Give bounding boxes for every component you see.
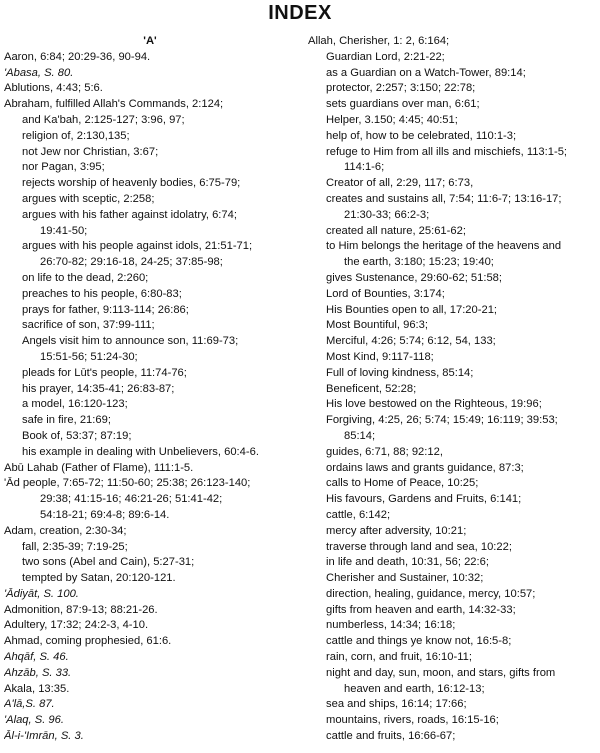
index-entry-line: Adam, creation, 2:30-34;	[4, 524, 127, 537]
index-entry-line: created all nature, 25:61-62;	[326, 224, 466, 237]
index-entry-line: help of, how to be celebrated, 110:1-3;	[326, 129, 517, 142]
index-entry-line: pleads for Lūt's people, 11:74-76;	[22, 366, 187, 379]
index-entry-line: Āl-i-'Imrān, S. 3.	[4, 730, 84, 743]
index-entry-line: Most Kind, 9:117-118;	[326, 350, 434, 363]
index-entry-line: 'Abasa, S. 80.	[4, 66, 74, 79]
index-entry-line: Full of loving kindness, 85:14;	[326, 366, 474, 379]
index-entry-line: night and day, sun, moon, and stars, gifts from	[326, 666, 556, 679]
index-entry-line: rain, corn, and fruit, 16:10-11;	[326, 651, 472, 664]
index-entry-line: Beneficent, 52:28;	[326, 382, 417, 395]
index-entry-line: creates and sustains all, 7:54; 11:6-7; 13:16-17;	[326, 192, 562, 205]
index-entry-line: not Jew nor Christian, 3:67;	[22, 145, 159, 158]
index-entry-line: 54:18-21; 69:4-8; 89:6-14.	[40, 508, 170, 521]
index-entry-line: Allah, Cherisher, 1: 2, 6:164;	[308, 35, 450, 47]
index-entry-line: Abraham, fulfilled Allah's Commands, 2:124;	[4, 98, 224, 111]
index-column-right	[308, 34, 598, 745]
index-entry-line: his prayer, 14:35-41; 26:83-87;	[22, 382, 175, 395]
index-entry-line: as a Guardian on a Watch-Tower, 89:14;	[326, 66, 526, 79]
index-entry-line: sea and ships, 16:14; 17:66;	[326, 698, 467, 711]
index-entry-line: religion of, 2:130,135;	[22, 129, 130, 142]
index-entry-line: on life to the dead, 2:260;	[22, 271, 149, 284]
index-entry-line: prays for father, 9:113-114; 26:86;	[22, 303, 189, 316]
index-entry-line: argues with sceptic, 2:258;	[22, 192, 155, 205]
index-entry-line: refuge to Him from all ills and mischiefs, 113:1-5;	[326, 145, 568, 158]
index-entry-line: direction, healing, guidance, mercy, 10:57;	[326, 587, 536, 600]
index-entry-line: Creator of all, 2:29, 117; 6:73,	[326, 177, 474, 190]
index-entry-line: Forgiving, 4:25, 26; 5:74; 15:49; 16:119; 39:53;	[326, 414, 558, 427]
index-entry-line: cattle and fruits, 16:66-67;	[326, 730, 456, 743]
index-entry-line: gives Sustenance, 29:60-62; 51:58;	[326, 271, 503, 284]
index-entry-line: ordains laws and grants guidance, 87:3;	[326, 461, 524, 474]
index-entry-line: 19:41-50;	[40, 224, 88, 237]
index-entry-line: Helper, 3.150; 4:45; 40:51;	[326, 113, 458, 126]
index-entry-line: cattle and things ye know not, 16:5-8;	[326, 635, 512, 648]
section-letter-heading: 'A'	[143, 35, 157, 47]
index-entry-line: Adultery, 17:32; 24:2-3, 4-10.	[4, 619, 149, 632]
index-entry-line: mountains, rivers, roads, 16:15-16;	[326, 714, 499, 727]
index-entry-line: Ahmad, coming prophesied, 61:6.	[4, 635, 172, 648]
index-entry-line: his example in dealing with Unbelievers, 60:4-6.	[22, 445, 259, 458]
index-entry-line: Cherisher and Sustainer, 10:32;	[326, 572, 484, 585]
index-column-left	[4, 34, 296, 745]
index-entry-line: His love bestowed on the Righteous, 19:96;	[326, 398, 542, 411]
index-entry-line: heaven and earth, 16:12-13;	[344, 682, 485, 695]
index-entry-line: 114:1-6;	[344, 161, 385, 174]
index-entry-line: 85:14;	[344, 429, 376, 442]
index-entry-line: Abū Lahab (Father of Flame), 111:1-5.	[4, 461, 194, 474]
index-entry-line: argues with his people against idols, 21:51-71;	[22, 240, 253, 253]
index-entry-line: His favours, Gardens and Fruits, 6:141;	[326, 493, 522, 506]
index-entry-line: 15:51-56; 51:24-30;	[40, 350, 138, 363]
index-entry-line: His Bounties open to all, 17:20-21;	[326, 303, 498, 316]
index-entry-line: Book of, 53:37; 87:19;	[22, 429, 132, 442]
index-entry-line: calls to Home of Peace, 10:25;	[326, 477, 479, 490]
index-entry-line: gifts from heaven and earth, 14:32-33;	[326, 603, 516, 616]
page-title: INDEX	[268, 2, 332, 24]
index-entry-line: Most Bountiful, 96:3;	[326, 319, 428, 332]
index-entry-line: cattle, 6:142;	[326, 508, 391, 521]
index-entry-line: Akala, 13:35.	[4, 682, 70, 695]
index-entry-line: a model, 16:120-123;	[22, 398, 128, 411]
index-entry-line: 'Ādiyāt, S. 100.	[4, 587, 79, 600]
index-entry-line: to Him belongs the heritage of the heavens and	[326, 240, 562, 253]
index-entry-line: Merciful, 4:26; 5:74; 6:12, 54, 133;	[326, 335, 496, 348]
index-entry-line: nor Pagan, 3:95;	[22, 161, 105, 174]
index-entry-line: argues with his father against idolatry, 6:74;	[22, 208, 237, 221]
index-entry-line: tempted by Satan, 20:120-121.	[22, 572, 176, 585]
index-entry-line: A'lā,S. 87.	[4, 698, 55, 711]
index-entry-line: sacrifice of son, 37:99-111;	[22, 319, 155, 332]
index-entry-line: Guardian Lord, 2:21-22;	[326, 50, 445, 63]
index-entry-line: Ahzāb, S. 33.	[4, 666, 72, 679]
index-entry-line: preaches to his people, 6:80-83;	[22, 287, 182, 300]
index-entry-line: safe in fire, 21:69;	[22, 414, 111, 427]
index-entry-line: Ahqāf, S. 46.	[4, 651, 69, 664]
index-entry-line: 'Alaq, S. 96.	[4, 714, 64, 727]
index-entry-line: Ablutions, 4:43; 5:6.	[4, 82, 103, 95]
index-entry-line: 21:30-33; 66:2-3;	[344, 208, 430, 221]
index-entry-line: traverse through land and sea, 10:22;	[326, 540, 512, 553]
index-entry-line: Aaron, 6:84; 20:29-36, 90-94.	[4, 50, 151, 63]
index-entry-line: sets guardians over man, 6:61;	[326, 98, 480, 111]
index-entry-line: protector, 2:257; 3:150; 22:78;	[326, 82, 476, 95]
index-entry-line: fall, 2:35-39; 7:19-25;	[22, 540, 128, 553]
index-entry-line: the earth, 3:180; 15:23; 19:40;	[344, 256, 494, 269]
index-entry-line: Admonition, 87:9-13; 88:21-26.	[4, 603, 158, 616]
index-entry-line: 29:38; 41:15-16; 46:21-26; 51:41-42;	[40, 493, 223, 506]
index-entry-line: 26:70-82; 29:16-18, 24-25; 37:85-98;	[40, 256, 223, 269]
index-entry-line: and Ka'bah, 2:125-127; 3:96, 97;	[22, 113, 185, 126]
index-entry-line: mercy after adversity, 10:21;	[326, 524, 467, 537]
index-entry-line: Angels visit him to announce son, 11:69-73;	[22, 335, 239, 348]
index-entry-line: numberless, 14:34; 16:18;	[326, 619, 456, 632]
index-entry-line: rejects worship of heavenly bodies, 6:75-79;	[22, 177, 241, 190]
index-entry-line: guides, 6:71, 88; 92:12,	[326, 445, 443, 458]
index-entry-line: two sons (Abel and Cain), 5:27-31;	[22, 556, 195, 569]
index-entry-line: Lord of Bounties, 3:174;	[326, 287, 445, 300]
index-entry-line: 'Ād people, 7:65-72; 11:50-60; 25:38; 26:123-140;	[4, 477, 251, 490]
index-entry-line: in life and death, 10:31, 56; 22:6;	[326, 556, 489, 569]
